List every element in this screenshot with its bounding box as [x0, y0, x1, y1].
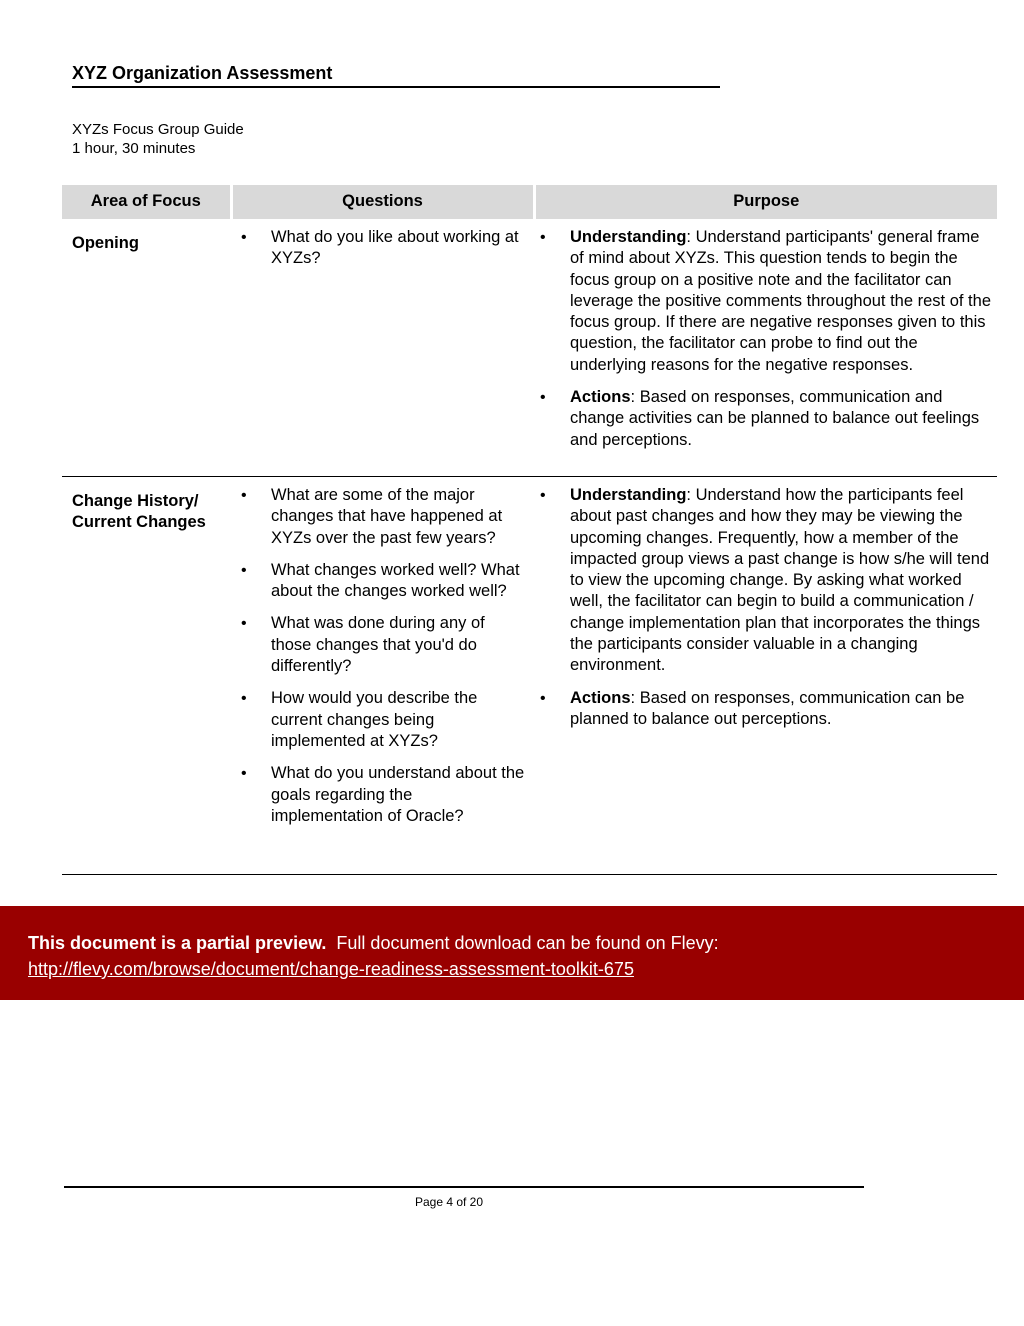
preview-banner	[0, 906, 1024, 1000]
question-item: • What are some of the major changes that have happened at XYZs over the past few years?	[241, 485, 526, 549]
purpose-separator: :	[686, 228, 696, 246]
focus-line: Change History/	[72, 492, 199, 510]
purpose-item	[540, 485, 991, 677]
purpose-separator: :	[630, 688, 640, 707]
questions-cell	[231, 477, 534, 875]
purpose-label: Actions	[570, 688, 631, 707]
purpose-text: Based on responses, communication can be planned to balance out perceptions.	[570, 688, 965, 728]
guide-duration: 1 hour, 30 minutes	[72, 140, 196, 157]
document-title: XYZ Organization Assessment	[72, 62, 720, 88]
purpose-item	[540, 387, 991, 451]
question-item: • How would you describe the current changes being implemented at XYZs?	[241, 688, 526, 752]
purpose-item	[540, 688, 991, 731]
purpose-label: Understanding	[570, 228, 687, 246]
footer-divider	[64, 1186, 864, 1188]
question-item: • What was done during any of those changes that you'd do differently?	[241, 613, 526, 677]
purpose-list	[540, 485, 991, 730]
focus-group-table	[62, 185, 997, 875]
purpose-label: Actions	[570, 388, 631, 407]
page-number: Page 4 of 20	[414, 1195, 484, 1209]
document-subtitle	[72, 120, 244, 158]
focus-line: Current Changes	[72, 513, 206, 532]
purpose-cell	[534, 219, 997, 477]
banner-bold-text: This document is a partial preview.	[28, 933, 327, 953]
purpose-separator: :	[686, 486, 696, 504]
purpose-text: Based on responses, communication and change activities can be planned to balance out feelings and perceptions.	[570, 388, 980, 449]
header-questions: Questions	[231, 185, 534, 219]
purpose-text: Understand participants' general frame of mind about XYZs. This question tends to begin the focus group on a positive note and the facilitator can leverage the positive comments throughout the rest of the focus group. If there are negative responses given to this question, the facilitator can probe to find out the underlying reasons for the negative responses.	[570, 228, 991, 374]
table-row	[62, 477, 997, 875]
header-area-of-focus: Area of Focus	[62, 185, 231, 219]
banner-message	[28, 930, 1024, 956]
purpose-label: Understanding	[570, 486, 687, 504]
table-row	[62, 219, 997, 477]
question-item: • What do you understand about the goals regarding the implementation of Oracle?	[241, 763, 526, 827]
guide-name: XYZs Focus Group Guide	[72, 121, 244, 138]
purpose-text: Understand how the participants feel about past changes and how they may be viewing the upcoming changes. Frequently, how a member of the impacted group views a past change is how s/he will tend to view the upcoming change. By asking what worked well, the facilitator can begin to build a communication / change implementation plan that incorporates the things the participants consider valuable in a changing environment.	[570, 486, 990, 675]
purpose-cell	[534, 477, 997, 875]
questions-list	[241, 485, 526, 827]
flevy-download-link[interactable]: http://flevy.com/browse/document/change-readiness-assessment-toolkit-675	[28, 959, 634, 979]
purpose-list	[540, 227, 991, 451]
question-item: • What changes worked well? What about the changes worked well?	[241, 560, 526, 603]
purpose-item	[540, 227, 991, 376]
question-item: • What do you like about working at XYZs?	[241, 227, 526, 270]
header-purpose: Purpose	[534, 185, 997, 219]
questions-cell	[231, 219, 534, 477]
table-header-row	[62, 185, 997, 219]
banner-text: Full document download can be found on Flevy:	[326, 933, 719, 953]
purpose-separator: :	[630, 388, 640, 407]
questions-list	[241, 227, 526, 270]
area-of-focus-cell: Opening	[62, 219, 231, 477]
area-of-focus-cell	[62, 477, 231, 875]
